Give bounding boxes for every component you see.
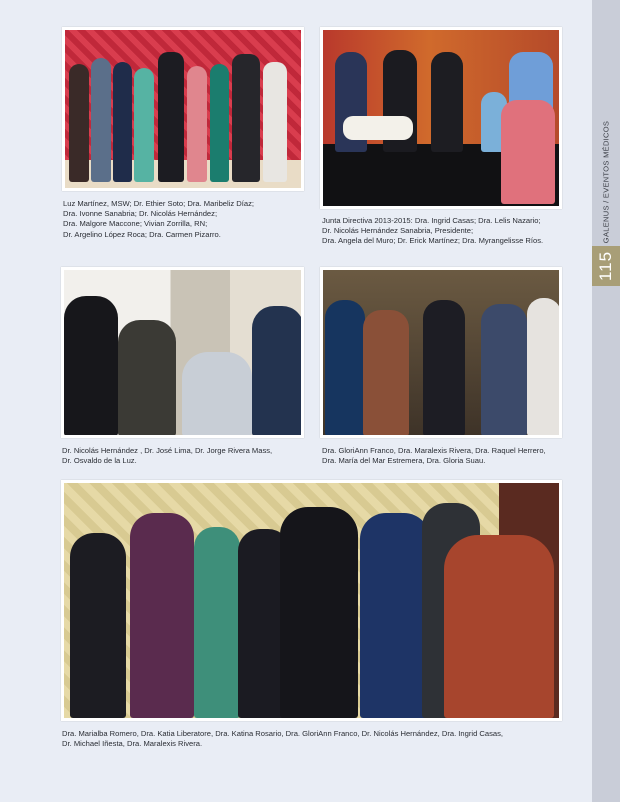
page-number: 115 — [596, 250, 615, 282]
person — [280, 507, 358, 718]
caption-line: Dra. Malgore Maccone; Vivian Zorrilla, RN; — [63, 219, 208, 229]
person — [91, 58, 111, 182]
event-photo-3 — [61, 267, 304, 438]
person — [263, 62, 287, 182]
caption-line: Luz Martínez, MSW; Dr. Ethier Soto; Dra. Maribeliz Díaz; — [63, 199, 255, 208]
page-number-badge — [592, 246, 620, 286]
person — [444, 535, 554, 718]
photo-2-image — [323, 30, 559, 206]
caption-5 — [62, 729, 503, 749]
event-photo-1 — [62, 27, 304, 191]
event-photo-4 — [320, 267, 562, 438]
person — [232, 54, 260, 182]
person — [325, 300, 365, 435]
section-label — [592, 112, 620, 252]
caption-line: Dr. Michael Iñesta, Dra. Maralexis Rivera. — [62, 739, 203, 749]
caption-line: Dra. María del Mar Estremera, Dra. Gloria Suau. — [322, 456, 486, 466]
caption-1 — [63, 199, 254, 240]
person — [113, 62, 132, 182]
person — [501, 100, 555, 204]
person — [363, 310, 409, 435]
caption-line: Dra. Ivonne Sanabria; Dr. Nicolás Hernández; — [63, 209, 218, 219]
caption-line: Junta Directiva 2013-2015: Dra. Ingrid Casas; Dra. Lelis Nazario; — [322, 216, 541, 225]
caption-2 — [322, 216, 543, 247]
person — [423, 300, 465, 435]
person — [187, 66, 207, 182]
caption-line: Dr. Nicolás Hernández , Dr. José Lima, Dr. Jorge Rivera Mass, — [62, 446, 273, 455]
caption-4 — [322, 446, 546, 466]
caption-line: Dr. Osvaldo de la Luz. — [62, 456, 137, 466]
person — [481, 304, 527, 435]
caption-line: Dr. Nicolás Hernández Sanabria, Presidente; — [322, 226, 474, 236]
caption-line: Dra. Angela del Muro; Dr. Erick Martínez; Dra. Myrangelisse Ríos. — [322, 236, 544, 246]
person — [134, 68, 154, 182]
event-photo-2 — [320, 27, 562, 209]
person — [431, 52, 463, 152]
person — [194, 527, 240, 718]
person — [182, 352, 252, 435]
person — [130, 513, 194, 718]
person — [118, 320, 176, 435]
caption-3 — [62, 446, 272, 466]
photo-1-image — [65, 30, 301, 188]
caption-line: Dra. GloriAnn Franco, Dra. Maralexis Rivera, Dra. Raquel Herrero, — [322, 446, 546, 455]
photo-5-image — [64, 483, 559, 718]
photo-3-image — [64, 270, 301, 435]
person — [70, 533, 126, 718]
photo-4-image — [323, 270, 559, 435]
caption-line: Dr. Argelino López Roca; Dra. Carmen Pizarro. — [63, 229, 221, 239]
event-photo-5 — [61, 480, 562, 721]
person — [210, 64, 229, 182]
person — [527, 298, 559, 435]
flower-arrangement — [343, 116, 413, 140]
person — [360, 513, 430, 718]
section-label-text: GALENUS / EVENTOS MÉDICOS — [601, 120, 611, 244]
person — [64, 296, 118, 435]
person — [158, 52, 184, 182]
caption-line: Dra. Marialba Romero, Dra. Katia Liberatore, Dra. Katina Rosario, Dra. GloriAnn Franco, Dr. Nicolás Hernández, Dra. Ingrid Casas, — [62, 729, 504, 738]
person — [69, 64, 89, 182]
person — [252, 306, 301, 435]
